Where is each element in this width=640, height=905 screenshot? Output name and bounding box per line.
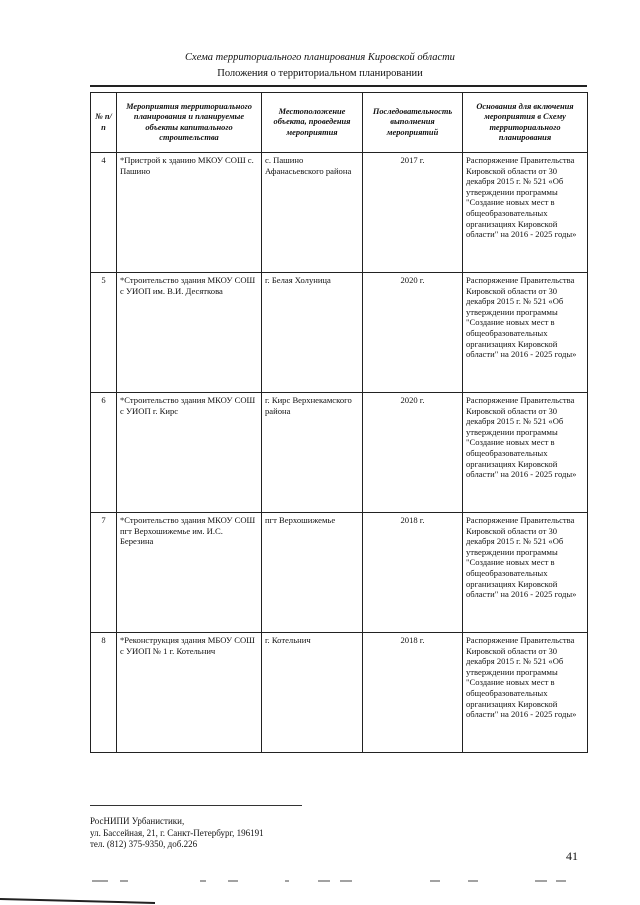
row-basis: Распоряжение Правительства Кировской области от 30 декабря 2015 г. № 521 «Об утверждении программы "Создание новых мест в общеобразовательных организациях Кировской области" на 2016 - 2025 годы» — [463, 393, 588, 513]
header-divider — [90, 85, 587, 87]
table-row — [91, 153, 588, 273]
footer-address: ул. Бассейная, 21, г. Санкт-Петербург, 196191 — [90, 827, 264, 838]
column-header-sequence: Последовательность выполнения мероприятий — [363, 93, 463, 153]
column-header-number: № п/п — [91, 93, 117, 153]
row-location: с. Пашино Афанасьевского района — [262, 153, 363, 273]
row-number: 4 — [91, 153, 117, 273]
row-number: 8 — [91, 633, 117, 753]
table-row — [91, 393, 588, 513]
row-basis: Распоряжение Правительства Кировской области от 30 декабря 2015 г. № 521 «Об утверждении программы "Создание новых мест в общеобразовательных организациях Кировской области" на 2016 - 2025 годы» — [463, 633, 588, 753]
row-year: 2017 г. — [363, 153, 463, 273]
document-subtitle: Положения о территориальном планировании — [217, 68, 423, 79]
row-location: пгт Верхошижемье — [262, 513, 363, 633]
row-year: 2018 г. — [363, 513, 463, 633]
footer-divider — [90, 805, 302, 806]
row-year: 2020 г. — [363, 393, 463, 513]
row-year: 2018 г. — [363, 633, 463, 753]
column-header-basis: Основания для включения мероприятия в Схему территориального планирования — [463, 93, 588, 153]
row-measure: *Строительство здания МКОУ СОШ пгт Верхошижемье им. И.С. Березина — [117, 513, 262, 633]
row-measure: *Пристрой к зданию МКОУ СОШ с. Пашино — [117, 153, 262, 273]
footer-phone: тел. (812) 375-9350, доб.226 — [90, 839, 198, 849]
row-basis: Распоряжение Правительства Кировской области от 30 декабря 2015 г. № 521 «Об утверждении программы "Создание новых мест в общеобразовательных организациях Кировской области" на 2016 - 2025 годы» — [463, 513, 588, 633]
row-year: 2020 г. — [363, 273, 463, 393]
row-basis: Распоряжение Правительства Кировской области от 30 декабря 2015 г. № 521 «Об утверждении программы "Создание новых мест в общеобразовательных организациях Кировской области" на 2016 - 2025 годы» — [463, 273, 588, 393]
row-measure: *Строительство здания МКОУ СОШ с УИОП г. Кирс — [117, 393, 262, 513]
row-location: г. Кирс Верхнекамского района — [262, 393, 363, 513]
row-number: 7 — [91, 513, 117, 633]
row-location: г. Котельнич — [262, 633, 363, 753]
scan-artifacts — [0, 872, 640, 905]
row-measure: *Строительство здания МКОУ СОШ с УИОП им. В.И. Десяткова — [117, 273, 262, 393]
table-row — [91, 513, 588, 633]
footer-info — [90, 816, 264, 851]
row-basis: Распоряжение Правительства Кировской области от 30 декабря 2015 г. № 521 «Об утверждении программы "Создание новых мест в общеобразовательных организациях Кировской области" на 2016 - 2025 годы» — [463, 153, 588, 273]
row-number: 5 — [91, 273, 117, 393]
document-title: Схема территориального планирования Кировской области — [185, 52, 455, 63]
footer-org: РосНИПИ Урбанистики, — [90, 816, 185, 826]
row-location: г. Белая Холуница — [262, 273, 363, 393]
page-number: 41 — [566, 849, 578, 863]
column-header-measure: Мероприятия территориального планирования и планируемые объекты капитального строительства — [117, 93, 262, 153]
row-measure: *Реконструкция здания МБОУ СОШ с УИОП № 1 г. Котельнич — [117, 633, 262, 753]
table-row — [91, 273, 588, 393]
column-header-location: Местоположение объекта, проведения мероприятия — [262, 93, 363, 153]
row-number: 6 — [91, 393, 117, 513]
table-row — [91, 633, 588, 753]
table-header-row — [91, 93, 588, 153]
measures-table — [90, 92, 588, 753]
